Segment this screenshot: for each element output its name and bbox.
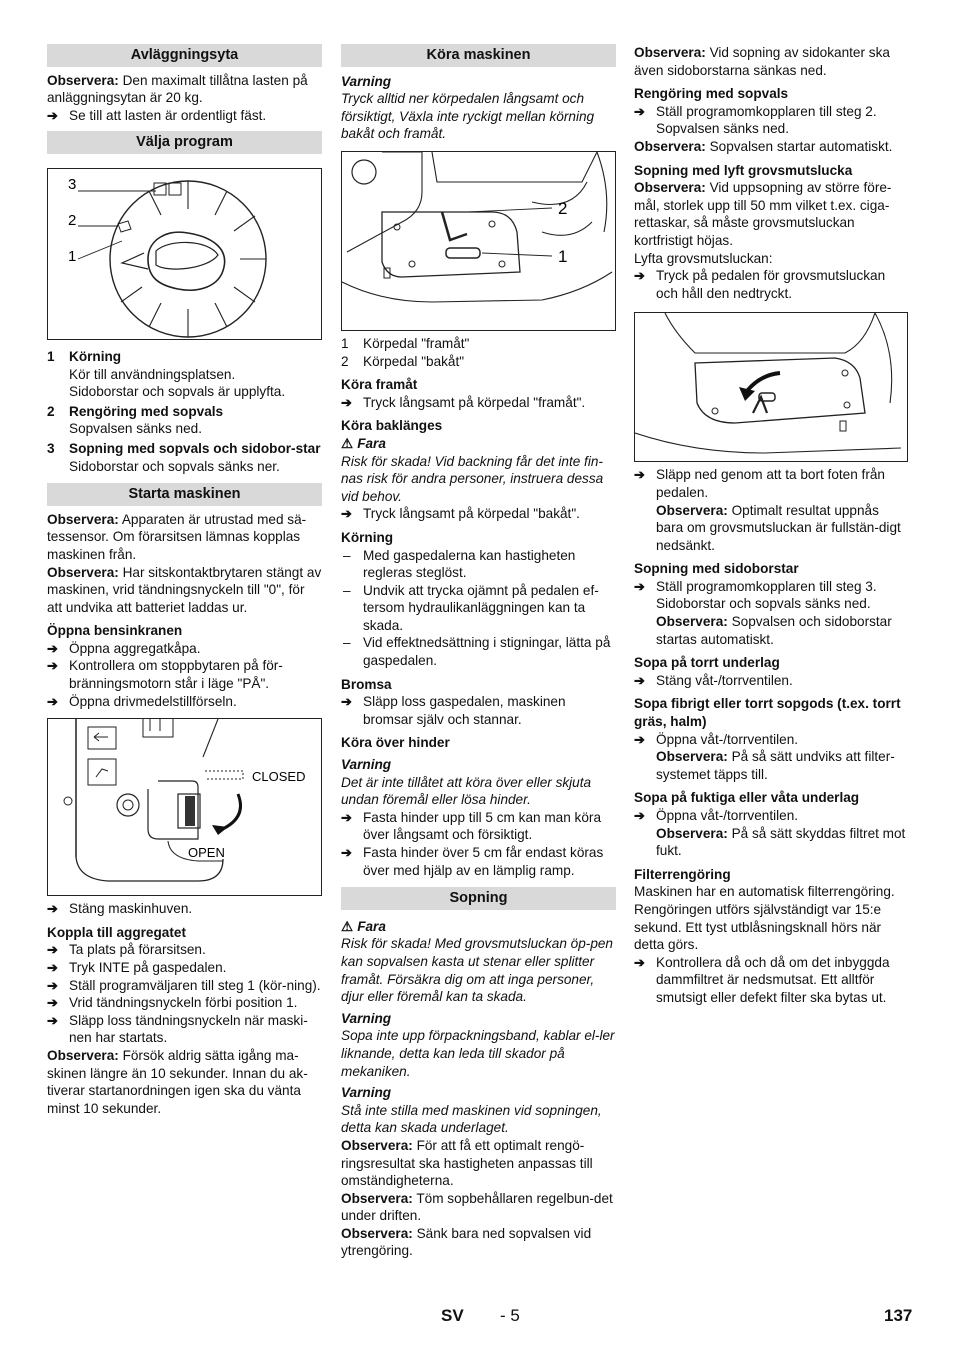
subheading-lyft-grovsmutslucka: Sopning med lyft grovsmutslucka bbox=[634, 162, 853, 178]
drive-pedal-figure bbox=[341, 151, 616, 331]
figure-caption: 1 Körpedal "framåt" bbox=[341, 335, 470, 351]
warning-text: Sopa inte upp förpackningsband, kablar el-ler liknande, detta kan leda till skador på mekaniken. bbox=[341, 1028, 615, 1079]
note: Observera: På så sätt undviks att filter-systemet täpps till. bbox=[656, 749, 895, 782]
danger-label: ⚠ Fara bbox=[341, 435, 386, 451]
list-item: – Undvik att trycka ojämnt på pedalen ef-tersom hydraulikanläggningen kan ta skada. bbox=[341, 582, 616, 635]
step: ➔ Tryck långsamt på körpedal "framåt". bbox=[341, 394, 616, 412]
note: Observera: För att få ett optimalt rengö-ringsresultat ska hastigheten anpassas till omständigheterna. bbox=[341, 1137, 593, 1189]
subheading-kora-baklanges: Köra baklänges bbox=[341, 418, 443, 434]
step: ➔ Ställ programomkopplaren till steg 3. Sidoborstar och sopvals sänks ned. bbox=[634, 578, 908, 613]
warning-label: Varning bbox=[341, 757, 392, 773]
program-item-1-line: Kör till användningsplatsen. bbox=[69, 366, 236, 382]
subheading-kora-over-hinder: Köra över hinder bbox=[341, 735, 450, 751]
subheading-sopning-med-sidoborstar: Sopning med sidoborstar bbox=[634, 561, 799, 577]
step: ➔ Ställ programväljaren till steg 1 (kör-ning). bbox=[47, 977, 322, 995]
step: ➔ Släpp loss gaspedalen, maskinen bromsar själv och stannar. bbox=[341, 693, 616, 728]
subheading-oppna-bensinkranen: Öppna bensinkranen bbox=[47, 623, 183, 639]
fig-label-2: 2 bbox=[558, 198, 568, 218]
body-text: Lyfta grovsmutsluckan: bbox=[634, 250, 773, 266]
subheading-kora-framat: Köra framåt bbox=[341, 377, 418, 393]
step: ➔ Tryck på pedalen för grovsmutsluckan och håll den nedtryckt. bbox=[634, 267, 908, 302]
fig-label-1: 1 bbox=[68, 247, 77, 265]
subheading-sopa-fuktiga-underlag: Sopa på fuktiga eller våta underlag bbox=[634, 790, 860, 806]
section-header-kora-maskinen: Köra maskinen bbox=[341, 44, 616, 67]
warning-label: Varning bbox=[341, 1010, 392, 1026]
program-list bbox=[47, 348, 322, 475]
step: ➔ Ställ programomkopplaren till steg 2. Sopvalsen sänks ned. bbox=[634, 103, 908, 138]
program-item-1-title: 1 Körning bbox=[47, 348, 122, 364]
section-header-avlaggningsyta: Avläggningsyta bbox=[47, 44, 322, 67]
step: ➔ Fasta hinder över 5 cm får endast köras över med hjälp av en lämplig ramp. bbox=[341, 844, 616, 879]
note: Observera: Försök aldrig sätta igång ma-skinen längre än 10 sekunder. Innan du ak-tiverar startanordningen igen ska du vänta minst 10 sekunder. bbox=[47, 1048, 308, 1116]
step: ➔ Öppna drivmedelstillförseln. bbox=[47, 693, 322, 711]
subheading-rengoring-med-sopvals: Rengöring med sopvals bbox=[634, 86, 789, 102]
note: Observera: Sänk bara ned sopvalsen vid ytrengöring. bbox=[341, 1225, 592, 1259]
column-3 bbox=[634, 44, 908, 1007]
step: ➔ Fasta hinder upp till 5 cm kan man köra över långsamt och försiktigt. bbox=[341, 809, 616, 844]
program-item-3-title: 3 Sopning med sopvals och sidobor-star bbox=[47, 440, 321, 456]
step: ➔ Ta plats på förarsitsen. bbox=[47, 941, 322, 959]
warning-label: Varning bbox=[341, 1085, 392, 1101]
section-header-starta: Starta maskinen bbox=[47, 483, 322, 506]
subheading-filterrengoring: Filterrengöring bbox=[634, 866, 731, 882]
section-header-valja-program: Välja program bbox=[47, 131, 322, 154]
note: Observera: Töm sopbehållaren regelbun-det under driften. bbox=[341, 1190, 613, 1224]
danger-label: ⚠ Fara bbox=[341, 918, 386, 934]
warning-triangle-icon: ⚠ bbox=[341, 435, 354, 451]
danger-text: Risk för skada! Vid backning får det inte fin-nas risk för andra personer, instruera dessa vid behov. bbox=[341, 453, 604, 504]
step: ➔ Öppna våt-/torrventilen. bbox=[634, 731, 908, 749]
subheading-korning: Körning bbox=[341, 529, 394, 545]
program-dial-illustration bbox=[48, 169, 321, 339]
subheading-koppla-till-aggregatet: Koppla till aggregatet bbox=[47, 924, 186, 940]
column-1 bbox=[47, 44, 322, 1117]
footer-page-number: 137 bbox=[884, 1306, 913, 1325]
step: ➔ Tryk INTE på gaspedalen. bbox=[47, 959, 322, 977]
step: ➔ Kontrollera om stoppbytaren på för-bränningsmotorn står i läge "PÅ". bbox=[47, 657, 322, 692]
footer-section-page: - 5 bbox=[500, 1306, 520, 1325]
warning-label: Varning bbox=[341, 73, 392, 89]
program-item-1-line: Sidoborstar och sopvals är upplyfta. bbox=[69, 384, 286, 400]
list-item: – Vid effektnedsättning i stigningar, lätta på gaspedalen. bbox=[341, 634, 616, 669]
step: ➔ Tryck långsamt på körpedal "bakåt". bbox=[341, 505, 616, 523]
figure-caption: 2 Körpedal "bakåt" bbox=[341, 353, 465, 369]
subheading-sopa-fibrigt: Sopa fibrigt eller torrt sopgods (t.ex. torrt gräs, halm) bbox=[634, 696, 901, 730]
program-selector-figure bbox=[47, 168, 322, 340]
step: ➔ Släpp ned genom att ta bort foten från pedalen. bbox=[634, 466, 908, 501]
fuel-valve-illustration bbox=[48, 719, 317, 895]
step: ➔ Kontrollera då och då om det inbyggda dammfiltret är nedsmutsat. Ett alltför smutsigt eller defekt filter ska bytas ut. bbox=[634, 954, 908, 1007]
fuel-valve-figure bbox=[47, 718, 322, 896]
note: Observera: Optimalt resultat uppnås bara om grovsmutsluckan är fullstän-digt nedsänkt. bbox=[656, 502, 901, 553]
step: ➔ Se till att lasten är ordentligt fäst. bbox=[47, 107, 322, 125]
step: ➔ Vrid tändningsnyckeln förbi position 1. bbox=[47, 994, 322, 1012]
note: Observera: Vid uppsopning av större före-mål, storlek upp till 50 mm vilket t.ex. ciga-rettaskar, så måste grovsmutsluckan kortfristigt höjas. bbox=[634, 180, 892, 248]
flap-pedal-figure bbox=[634, 312, 908, 462]
note: Observera: På så sätt skyddas filtret mot fukt. bbox=[656, 825, 906, 859]
step: ➔ Öppna våt-/torrventilen. bbox=[634, 807, 908, 825]
note: Observera: Apparaten är utrustad med sä-tessensor. Om förarsitsen lämnas kopplas maskinen från. bbox=[47, 511, 307, 562]
footer-language: SV bbox=[441, 1306, 464, 1325]
fig-label-2: 2 bbox=[68, 211, 77, 229]
step: ➔ Stäng maskinhuven. bbox=[47, 900, 322, 918]
note: Observera: Sopvalsen och sidoborstar startas automatiskt. bbox=[656, 614, 892, 647]
warning-text: Tryck alltid ner körpedalen långsamt och försiktigt, Växla inte ryckigt mellan körning bakåt och framåt. bbox=[341, 91, 595, 142]
note: Observera: Sopvalsen startar automatiskt. bbox=[634, 138, 893, 154]
section-header-sopning: Sopning bbox=[341, 887, 616, 910]
warning-text: Det är inte tillåtet att köra över eller skjuta undan föremål eller lösa hinder. bbox=[341, 774, 592, 808]
column-2 bbox=[341, 44, 616, 1260]
drive-pedal-illustration bbox=[342, 152, 615, 330]
note: Observera: Vid sopning av sidokanter ska även sidoborstarna sänkas ned. bbox=[634, 45, 890, 78]
flap-pedal-illustration bbox=[635, 313, 901, 461]
fig-label-1: 1 bbox=[558, 246, 568, 266]
subheading-bromsa: Bromsa bbox=[341, 676, 392, 692]
step: ➔ Öppna aggregatkåpa. bbox=[47, 640, 322, 658]
step: ➔ Släpp loss tändningsnyckeln när maski-nen har startats. bbox=[47, 1012, 322, 1047]
program-item-3-line: Sidoborstar och sopvals sänks ner. bbox=[69, 458, 280, 474]
fig-label-closed: CLOSED bbox=[252, 769, 306, 785]
fig-label-open: OPEN bbox=[188, 845, 225, 861]
program-item-2-title: 2 Rengöring med sopvals bbox=[47, 403, 224, 419]
danger-text: Risk för skada! Med grovsmutsluckan öp-pen kan sopvalsen kasta ut stenar eller splitter framåt. Försäkra dig om att inga personer, djur eller föremål kan ta skada. bbox=[341, 936, 613, 1005]
note: Observera: Den maximalt tillåtna lasten på anläggningsytan är 20 kg. bbox=[47, 72, 308, 106]
warning-text: Stå inte stilla med maskinen vid sopningen, detta kan skada underlaget. bbox=[341, 1102, 602, 1136]
warning-triangle-icon: ⚠ bbox=[341, 918, 354, 934]
program-item-2-line: Sopvalsen sänks ned. bbox=[69, 421, 203, 437]
step: ➔ Stäng våt-/torrventilen. bbox=[634, 672, 908, 690]
subheading-sopa-torrt-underlag: Sopa på torrt underlag bbox=[634, 655, 780, 671]
note: Observera: Har sitskontaktbrytaren stängt av maskinen, vrid tändningsnyckeln till "0", för att undvika att batteriet laddas ur. bbox=[47, 564, 322, 615]
list-item: – Med gaspedalerna kan hastigheten regleras steglöst. bbox=[341, 547, 616, 582]
body-text: Maskinen har en automatisk filterrengöring. Rengöringen utförs självständigt var 15:e sekund. Ett tyst utblåsningsknall hörs när detta görs. bbox=[634, 884, 895, 953]
fig-label-3: 3 bbox=[68, 175, 77, 193]
